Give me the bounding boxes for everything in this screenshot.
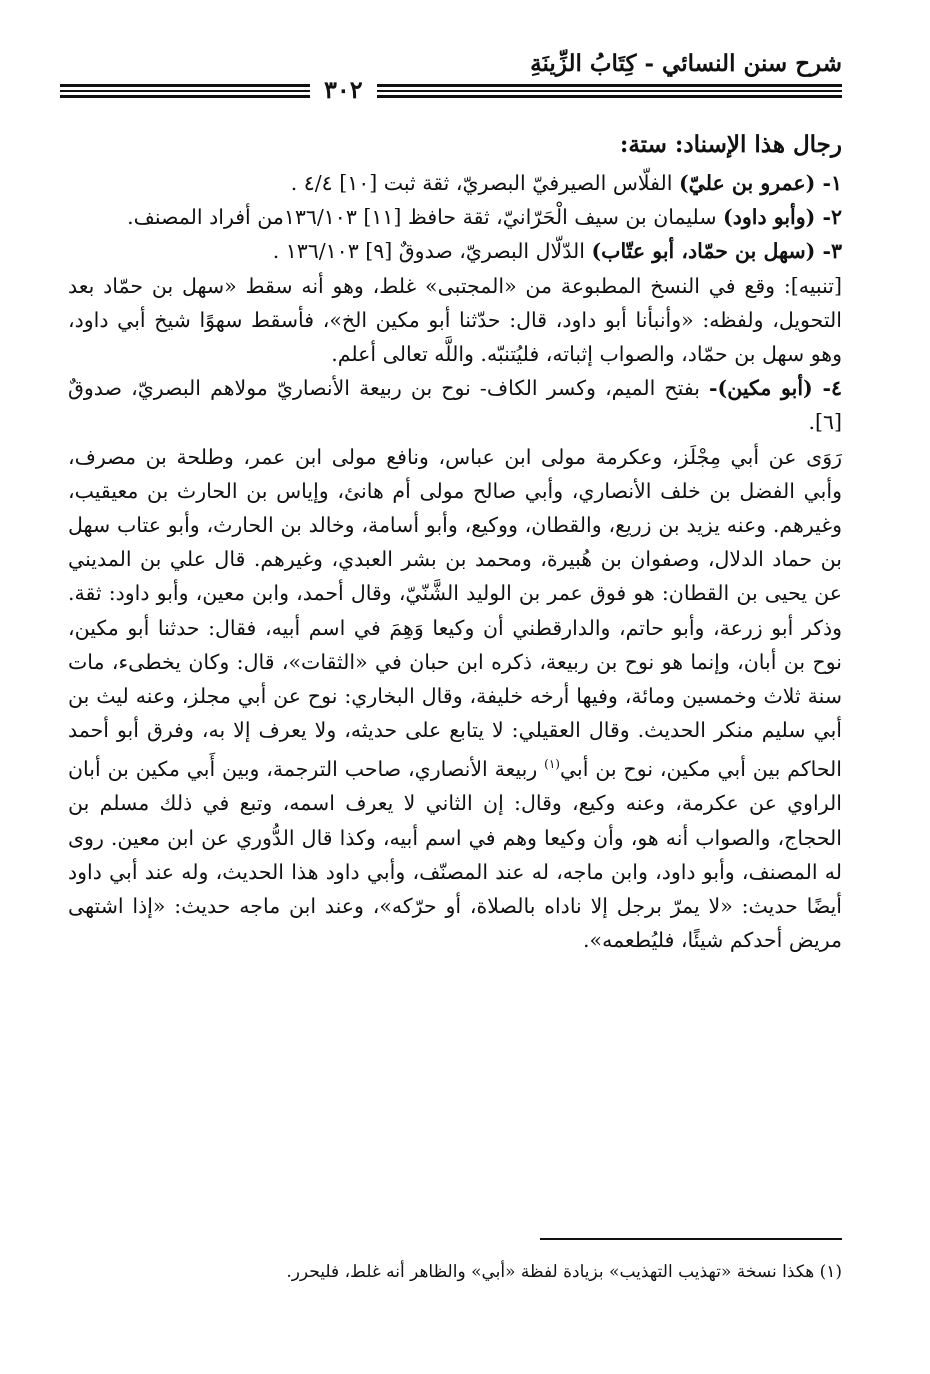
footnote-marker: (١) — [544, 757, 560, 772]
footnote-1: (١) هكذا نسخة «تهذيب التهذيب» بزيادة لفظة «أبي» والظاهر أنه غلط، فليحرر. — [286, 1262, 842, 1282]
narrator-item-2 — [68, 200, 842, 234]
footnote-divider — [540, 1238, 842, 1240]
section-heading: رجال هذا الإسناد: ستة: — [619, 131, 842, 158]
narrator-details: الفلّاس الصيرفيّ البصريّ، ثقة ثبت [١٠] ٤/٤ . — [290, 171, 679, 195]
header-rule — [60, 84, 842, 96]
biography-text-continued: ربيعة الأنصاري، صاحب الترجمة، وبين أَبي مكين بن أبان الراوي عن عكرمة، وعنه وكيع، وقال: إن الثاني لا يعرف اسمه، وتبع في ذلك مسلم بن الحجاج، والصواب أنه هو، وأن وكيعا وهم في اسم أبيه، وكذا قال الدُّوري عن ابن معين. روى له المصنف، وأبو داود، وابن ماجه، له عند المصنّف، وأبي داود هذا الحديث، وله عند أبي داود أيضًا حديث: «لا يمرّ برجل إلا ناداه بالصلاة، أو حرّكه»، وعند ابن ماجه حديث: «إذا اشتهى مريض أحدكم شيئًا، فليُطعمه». — [68, 757, 842, 953]
narrator-name: ٢- (وأبو داود) — [723, 205, 842, 230]
running-title: شرح سنن النسائي - كِتَابُ الزِّينَةِ — [530, 50, 842, 77]
narrator-item-4 — [68, 371, 842, 439]
narrator-name: ٤- (أبو مكين)- — [709, 376, 842, 401]
biography-text: رَوَى عن أبي مِجْلَز، وعكرمة مولى ابن عباس، ونافع مولى ابن عمر، وطلحة بن مصرف، وأبي الفضل بن خلف الأنصاري، وأبي صالح مولى أم هانئ، وإياس بن الحارث بن معيقيب، وغيرهم. وعنه يزيد بن زريع، والقطان، ووكيع، وأبو أسامة، وخالد بن الحارث، وأبو عتاب سهل بن حماد الدلال، وصفوان بن هُبيرة، ومحمد بن بشر العبدي، وغيرهم. قال علي بن المديني عن يحيى بن القطان: هو فوق عمر بن الوليد الشَّنّيّ، وقال أحمد، وابن معين، وأبو داود: ثقة. وذكر أبو زرعة، وأبو حاتم، والدارقطني أن وكيعا وَهِمَ في اسم أبيه، فقال: حدثنا أبو مكين، نوح بن أبان، وإنما هو نوح بن ربيعة، ذكره ابن حبان في «الثقات»، قال: وكان يخطىء، مات سنة ثلاث وخمسين ومائة، وفيها أرخه خليفة، وقال البخاري: نوح عن أبي مجلز، وعنه ليث بن أبي سليم منكر الحديث. وقال العقيلي: لا يتابع على حديثه، ولا يعرف إلا به، وفرق أبو أحمد الحاكم بين أبي مكين، نوح بن أبي — [68, 444, 842, 782]
main-text — [68, 126, 842, 958]
narrator-item-1 — [68, 166, 842, 200]
narrator-details: الدّلّال البصريّ، صدوقٌ [٩] ١٣٦/١٠٣ . — [272, 239, 592, 264]
biography-paragraph — [68, 440, 842, 958]
narrator-item-3 — [68, 234, 842, 268]
running-header — [60, 48, 842, 104]
narrator-details: بفتح الميم، وكسر الكاف- نوح بن ربيعة الأنصاريّ مولاهم البصريّ، صدوقٌ [٦]. — [68, 376, 842, 435]
narrator-details: سليمان بن سيف الْحَرّانيّ، ثقة حافظ [١١] ١٣٦/١٠٣من أفراد المصنف. — [127, 205, 724, 230]
narrator-name: ٣- (سهل بن حمّاد، أبو عتّاب) — [591, 239, 842, 264]
page-number: ٣٠٢ — [310, 75, 377, 104]
narrator-name: ١- (عمرو بن عليّ) — [678, 171, 842, 195]
notice-paragraph: [تنبيه]: وقع في النسخ المطبوعة من «المجتبى» غلط، وهو أنه سقط «سهل بن حمّاد بعد التحويل، ولفظه: «وأنبأنا أبو داود، قال: حدّثنا أبو مكين الخ»، فأسقط سهوًا شيخ أبي داود، وهو سهل بن حمّاد، والصواب إثباته، فليُتنبّه. واللَّه تعالى أعلم. — [68, 273, 842, 367]
